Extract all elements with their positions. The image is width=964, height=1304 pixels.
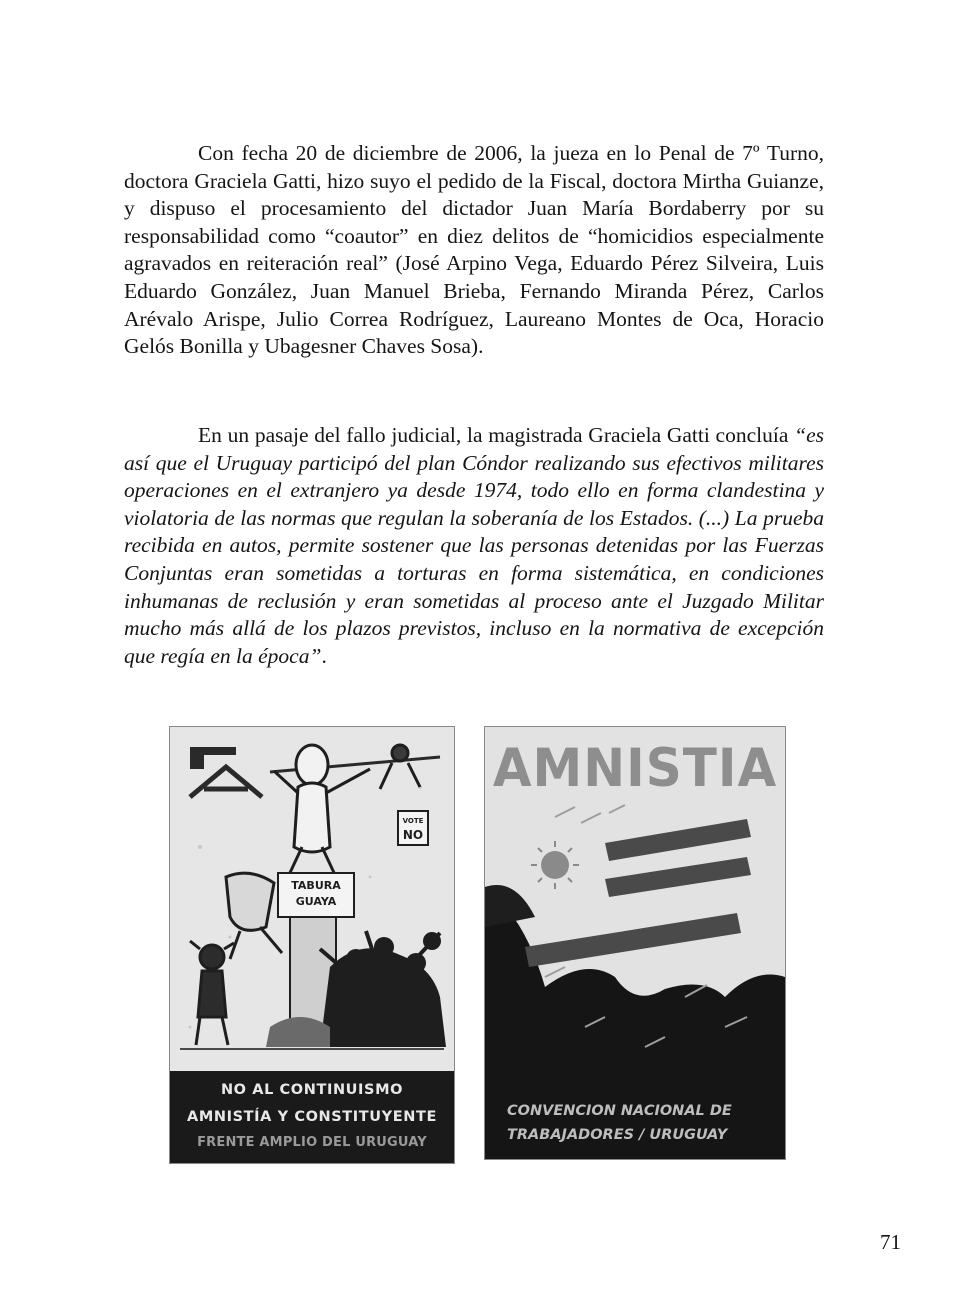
court-ruling-quote: “es así que el Uruguay participó del plan Cóndor realizando sus efectivos militares operaciones en el extranjero ya desde 1974, todo ello en forma clandestina y violatoria de las normas que regulan la soberanía de los Estados. (...) La prueba recibida en autos, permite sostener que las personas detenidas por las Fuerzas Conjuntas eran sometidas a torturas en forma sistemática, en condiciones inhumanas de reclusión y eran sometidas al proceso ante el Juzgado Militar mucho más allá de los plazos previstos, incluso en la normativa de excepción que regía en la época” (124, 423, 824, 668)
poster-frente-amplio (169, 726, 455, 1164)
vote-sign-bottom: NO (402, 828, 424, 842)
paragraph-1-text: Con fecha 20 de diciembre de 2006, la jueza en lo Penal de 7º Turno, doctora Graciela Gatti, hizo suyo el pedido de la Fiscal, doctora Mirtha Guianze, y dispuso el procesamiento del dictador Juan María Bordaberry por su responsabilidad como “coautor” en diez delitos de “homicidios especialmente agravados en reiteración real” (José Arpino Vega, Eduardo Pérez Silveira, Luis Eduardo González, Juan Manuel Brieba, Fernando Miranda Pérez, Carlos Arévalo Arispe, Julio Correa Rodríguez, Laureano Montes de Oca, Horacio Gelós Bonilla y Ubagesner Chaves Sosa). (124, 141, 824, 359)
vote-no-sign (398, 811, 428, 845)
banner-line-1: TABURA (291, 879, 341, 892)
banner-line-2: GUAYA (295, 895, 337, 908)
poster-right-line-2: TRABAJADORES / URUGUAY (507, 1127, 728, 1143)
poster-right-line-1: CONVENCION NACIONAL DE (507, 1103, 732, 1119)
poster-right-title: AMNISTIA (492, 737, 778, 799)
poster-cnt-amnistia (484, 726, 786, 1160)
poster-left-line-2: AMNISTÍA Y CONSTITUYENTE (187, 1109, 437, 1125)
poster-left-footer (170, 1071, 454, 1163)
poster-left-line-3: FRENTE AMPLIO DEL URUGUAY (197, 1135, 427, 1150)
paragraph-2-end: . (321, 643, 327, 668)
page-number: 71 (880, 1230, 901, 1254)
poster-left-illustration (170, 727, 454, 1071)
paragraph-2-intro: En un pasaje del fallo judicial, la magistrada Graciela Gatti concluía (198, 423, 795, 447)
tabura-banner (278, 873, 354, 917)
vote-sign-top: VOTE (402, 817, 424, 825)
poster-left-line-1: NO AL CONTINUISMO (220, 1082, 404, 1098)
paragraph-1 (124, 140, 824, 361)
paragraph-2 (124, 422, 824, 670)
